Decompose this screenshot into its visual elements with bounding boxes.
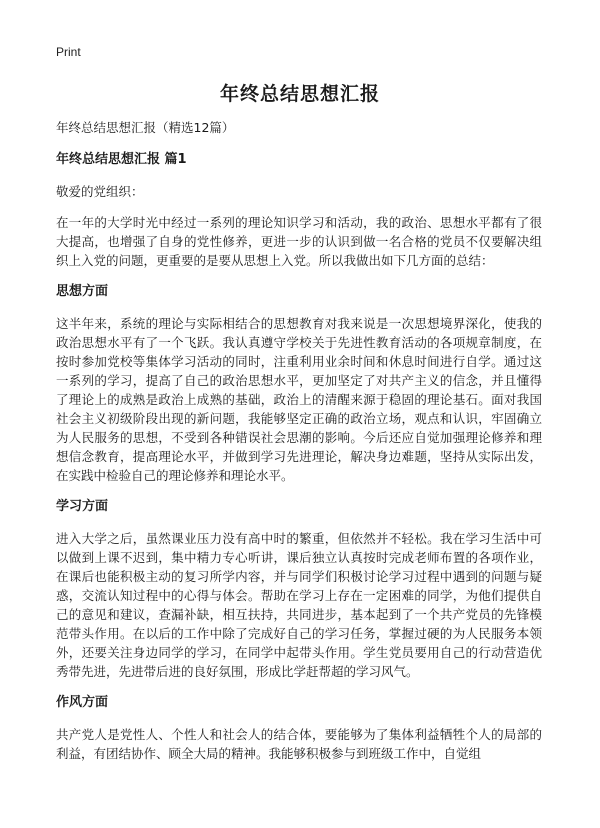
print-link[interactable]: Print [56, 45, 81, 59]
document-subtitle: 年终总结思想汇报（精选12篇） [56, 120, 235, 135]
section-heading-study: 学习方面 [56, 499, 109, 514]
section-body-thought: 这半年来，系统的理论与实际相结合的思想教育对我来说是一次思想境界深化，使我的政治思想水平有了一个飞跃。我认真遵守学校关于先进性教育活动的各项规章制度，在按时参加党校等集体学习活动的同时，注重利用业余时间和休息时间进行自学。通过这一系列的学习，提高了自己的政治思想水平，更加坚定了对共产主义的信念，并且懂得了理论上的成熟是政治上成熟的基础，政治上的清醒来源于稳固的理论基石。面对我国社会主义初级阶段出现的新问题，我能够坚定正确的政治立场，观点和认识，牢固确立为人民服务的思想，不受到各种错误社会思潮的影响。今后还应自觉加强理论修养和理想信念教育，提高理论水平，并做到学习先进理论，解决身边难题，坚持从实际出发，在实践中检验自己的理论修养和理论水平。 [56, 316, 542, 483]
section-body-study: 进入大学之后，虽然课业压力没有高中时的繁重，但依然并不轻松。我在学习生活中可以做到上课不迟到，集中精力专心听讲，课后独立认真按时完成老师布置的各项作业，在课后也能积极主动的复习所学内容，并与同学们积极讨论学习过程中遇到的问题与疑惑，交流认知过程中的心得与体会。帮助在学习上存在一定困难的同学，为他们提供自己的意见和建议，查漏补缺，相互扶持，共同进步，基本起到了一个共产党员的先锋模范带头作用。在以后的工作中除了完成好自己的学习任务，掌握过硬的为人民服务本领外，还要关注身边同学的学习，在同学中起带头作用。学生党员要用自己的行动营造优秀带先进，先进带后进的良好氛围，形成比学赶帮超的学习风气。 [56, 531, 542, 679]
article-heading: 年终总结思想汇报 篇1 [56, 152, 187, 167]
article-body [56, 118, 542, 775]
page-title: 年终总结思想汇报 [219, 83, 380, 105]
intro-paragraph: 在一年的大学时光中经过一系列的理论知识学习和活动，我的政治、思想水平都有了很大提高，也增强了自身的党性修养，更进一步的认识到做一名合格的党员不仅要解决组织上入党的问题，更重要的是要从思想上入党。所以我做出如下几方面的总结： [56, 215, 542, 268]
salutation: 敬爱的党组织： [56, 184, 144, 199]
section-heading-thought: 思想方面 [56, 284, 109, 299]
section-body-style: 共产党人是党性人、个性人和社会人的结合体，要能够为了集体利益牺牲个人的局部的利益，有团结协作、顾全大局的精神。我能够积极参与到班级工作中，自觉组 [56, 727, 542, 761]
section-heading-style: 作风方面 [56, 695, 109, 710]
